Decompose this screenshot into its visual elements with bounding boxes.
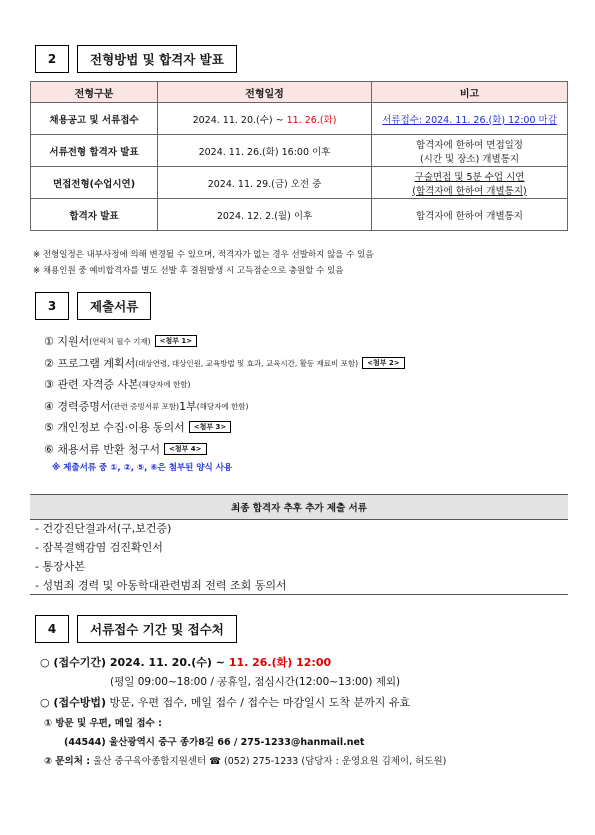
table-header: 비고 [372, 82, 568, 103]
section-title: 서류접수 기간 및 접수처 [77, 615, 237, 643]
document-detail: (해당자에 한함) [138, 379, 191, 389]
document-name: ③ 관련 자격증 사본 [44, 378, 139, 391]
note-cell: 합격자에 한하여 개별통지 [372, 199, 568, 231]
document-count: 1부 [179, 400, 197, 413]
additional-item: - 잠복결핵감염 검진확인서 [35, 541, 163, 554]
document-name: ⑤ 개인정보 수집·이용 동의서 [44, 421, 185, 434]
attachment-tag: <첨부 4> [164, 443, 207, 455]
contact-line [44, 753, 446, 767]
schedule-start: 2024. 11. 20.(수) ~ [192, 114, 287, 126]
table-header: 전형구분 [31, 82, 158, 103]
document-item [44, 398, 248, 414]
section-2-header [35, 45, 237, 73]
document-item [44, 419, 231, 435]
table-row [31, 135, 568, 167]
schedule-cell: 2024. 12. 2.(월) 이후 [158, 199, 372, 231]
period-label: ○ (접수기간) [40, 656, 110, 669]
attachment-tag: <첨부 3> [189, 421, 232, 433]
stage-cell: 서류전형 합격자 발표 [31, 135, 158, 167]
additional-item: - 건강진단결과서(구,보건증) [35, 522, 172, 535]
note-text: (합격자에 한하여 개별통지) [412, 185, 527, 197]
attachment-tag: <첨부 1> [155, 335, 198, 347]
schedule-end: 11. 26.(화) [286, 114, 337, 126]
schedule-note: ※ 전형일정은 내부사정에 의해 변경될 수 있으며, 적격자가 없는 경우 선발하지 않을 수 있음 [33, 250, 374, 260]
schedule-cell [158, 103, 372, 135]
table-row [31, 199, 568, 231]
period-start: 2024. 11. 20.(수) ~ [109, 656, 229, 669]
document-item [44, 441, 207, 457]
submission-period [40, 654, 331, 670]
document-item [44, 333, 197, 349]
divider [30, 594, 568, 595]
section-title: 제출서류 [77, 292, 151, 320]
note-text: 합격자에 한하여 면접일정 [416, 139, 523, 151]
note-text: (시간 및 장소) 개별통지 [419, 153, 520, 165]
schedule-table [30, 81, 568, 231]
stage-cell: 합격자 발표 [31, 199, 158, 231]
section-number: 4 [35, 615, 69, 643]
table-header: 전형일정 [158, 82, 372, 103]
additional-item: - 성범죄 경력 및 아동학대관련범죄 전력 조회 동의서 [35, 579, 287, 592]
note-cell [372, 167, 568, 199]
stage-cell: 채용공고 및 서류접수 [31, 103, 158, 135]
method-text: 방문, 우편 접수, 메일 접수 / 접수는 마감일시 도착 분까지 유효 [106, 696, 411, 709]
schedule-cell: 2024. 11. 26.(화) 16:00 이후 [158, 135, 372, 167]
additional-documents-title: 최종 합격자 추후 추가 제출 서류 [30, 494, 568, 520]
document-name: ④ 경력증명서 [44, 400, 111, 413]
contact-label: ② 문의처 : [44, 756, 90, 767]
document-name: ⑥ 채용서류 반환 청구서 [44, 443, 160, 456]
address-line: (44544) 울산광역시 중구 종가8길 66 / 275-1233@hanmail.net [64, 737, 365, 748]
section-number: 3 [35, 292, 69, 320]
contact-text: 울산 중구육아종합지원센터 ☎ (052) 275-1233 (담당자 : 운영요원 김제이, 허도원) [90, 756, 447, 767]
document-detail: (관련 증빙서류 포함) [110, 401, 180, 411]
form-usage-note: ※ 제출서류 중 ①, ②, ⑤, ⑥은 첨부된 양식 사용 [52, 463, 233, 473]
visit-label: ① 방문 및 우편, 메일 접수 : [44, 718, 162, 729]
note-text: 구술면접 및 5분 수업 시연 [414, 171, 525, 183]
document-name: ① 지원서 [44, 335, 90, 348]
attachment-tag: <첨부 2> [362, 357, 405, 369]
document-item [44, 376, 190, 392]
note-text: 서류접수: 2024. 11. 26.(화) 12:00 마감 [382, 114, 557, 126]
schedule-note: ※ 채용인원 중 예비합격자를 별도 선발 후 결원발생 시 고득점순으로 충원할 수 있음 [33, 266, 344, 276]
period-detail: (평일 09:00~18:00 / 공휴일, 점심시간(12:00~13:00) 제외) [110, 676, 401, 688]
submission-method [40, 694, 410, 710]
table-row [31, 103, 568, 135]
additional-item: - 통장사본 [35, 560, 85, 573]
method-label: ○ (접수방법) [40, 696, 106, 709]
note-cell [372, 135, 568, 167]
document-name: ② 프로그램 계획서 [44, 357, 136, 370]
schedule-cell: 2024. 11. 29.(금) 오전 중 [158, 167, 372, 199]
section-title: 전형방법 및 합격자 발표 [77, 45, 237, 73]
note-cell [372, 103, 568, 135]
document-item [44, 355, 405, 371]
section-4-header [35, 615, 237, 643]
section-number: 2 [35, 45, 69, 73]
document-detail: (연락처 필수 기재) [89, 336, 151, 346]
document-detail: (해당자에 한함) [196, 401, 249, 411]
table-row [31, 167, 568, 199]
section-3-header [35, 292, 151, 320]
period-end: 11. 26.(화) 12:00 [228, 656, 332, 669]
stage-cell: 면접전형(수업시연) [31, 167, 158, 199]
document-detail: (대상연령, 대상인원, 교육방법 및 효과, 교육시간, 활동 재료비 포함) [135, 358, 359, 368]
